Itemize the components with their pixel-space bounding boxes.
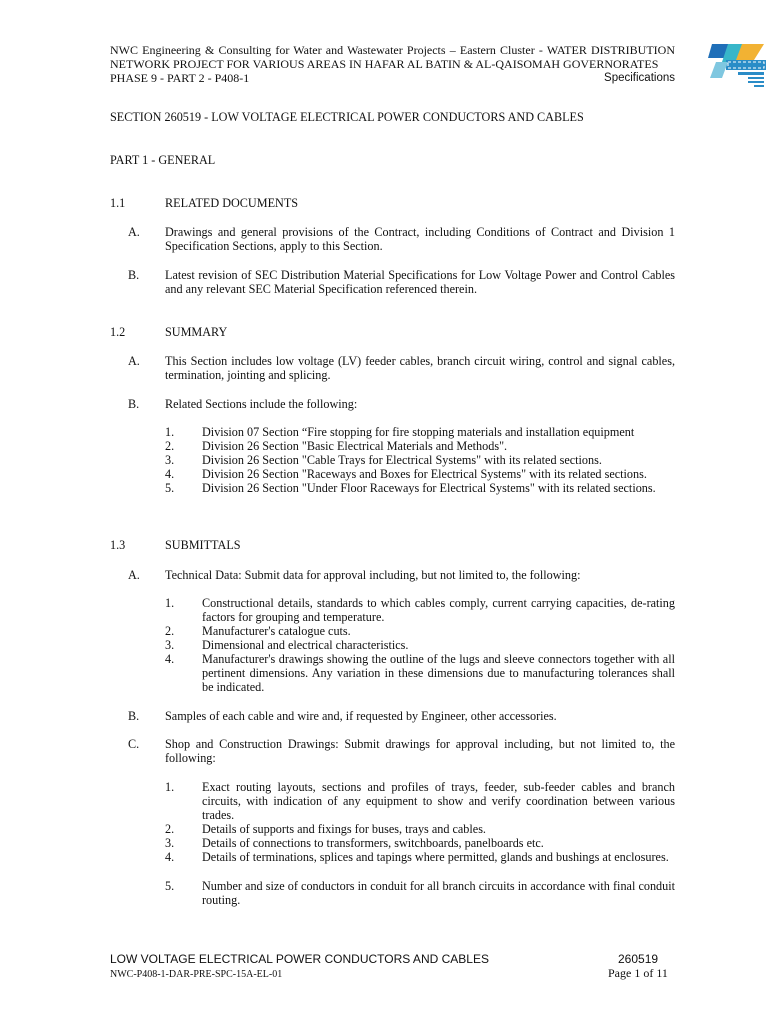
- paragraph-text: Related Sections include the following:: [165, 397, 358, 411]
- list-item-text: Number and size of conductors in conduit for all branch circuits in accordance with final conduit routing.: [202, 879, 675, 907]
- header-line-1: NWC Engineering & Consulting for Water and Wastewater Projects – Eastern Cluster - WATER DISTRIBUTION: [110, 43, 675, 57]
- list-item-text: Division 26 Section "Basic Electrical Materials and Methods".: [202, 439, 508, 453]
- footer-doc-code: NWC-P408-1-DAR-PRE-SPC-15A-EL-01: [110, 969, 283, 980]
- paragraph-label: C.: [128, 737, 140, 751]
- paragraph-text: Shop and Construction Drawings: Submit drawings for approval including, but not limited to, the following:: [165, 737, 675, 765]
- article-number: 1.3: [110, 538, 126, 552]
- list-item-text: Dimensional and electrical characteristics.: [202, 638, 409, 652]
- paragraph-text: Drawings and general provisions of the Contract, including Conditions of Contract and Division 1 Specification Sections, apply to this Section.: [165, 225, 675, 253]
- list-item-label: 1.: [165, 425, 175, 439]
- part-title: PART 1 - GENERAL: [110, 153, 216, 167]
- article-title: RELATED DOCUMENTS: [165, 196, 299, 210]
- list-item-label: 3.: [165, 638, 175, 652]
- list-item-label: 5.: [165, 481, 175, 495]
- list-item-text: Manufacturer's catalogue cuts.: [202, 624, 351, 638]
- list-item-label: 2.: [165, 439, 175, 453]
- list-item-text: Division 26 Section "Raceways and Boxes for Electrical Systems" with its related sections.: [202, 467, 647, 481]
- company-logo-icon: [708, 44, 766, 88]
- list-item-label: 5.: [165, 879, 175, 893]
- page-header: [110, 43, 675, 85]
- list-item-text: Constructional details, standards to which cables comply, current carrying capacities, de-rating factors for grouping and temperature.: [202, 596, 675, 624]
- header-phase: PHASE 9 - PART 2 - P408-1: [110, 71, 250, 85]
- list-item-label: 3.: [165, 453, 175, 467]
- header-line-2: NETWORK PROJECT FOR VARIOUS AREAS IN HAFAR AL BATIN & AL-QAISOMAH GOVERNORATES: [110, 57, 659, 71]
- footer-section-number: 260519: [618, 952, 659, 966]
- list-item-text: Division 07 Section “Fire stopping for fire stopping materials and installation equipment: [202, 425, 635, 439]
- paragraph-text: Latest revision of SEC Distribution Material Specifications for Low Voltage Power and Control Cables and any relevant SEC Material Specification referenced therein.: [165, 268, 675, 296]
- article-number: 1.1: [110, 196, 126, 210]
- paragraph-label: A.: [128, 225, 140, 239]
- paragraph-label: B.: [128, 709, 140, 723]
- list-item-text: Details of connections to transformers, switchboards, panelboards etc.: [202, 836, 544, 850]
- article-title: SUBMITTALS: [165, 538, 241, 552]
- paragraph-text: Samples of each cable and wire and, if requested by Engineer, other accessories.: [165, 709, 557, 723]
- list-item-label: 4.: [165, 652, 175, 666]
- list-item-text: Exact routing layouts, sections and profiles of trays, feeder, sub-feeder cables and branch circuits, with indication of any equipment to show and verify coordination between various trades.: [202, 780, 675, 822]
- article-title: SUMMARY: [165, 325, 228, 339]
- list-item-label: 2.: [165, 624, 175, 638]
- paragraph-text: This Section includes low voltage (LV) feeder cables, branch circuit wiring, control and signal cables, termination, jointing and splicing.: [165, 354, 675, 382]
- list-item-label: 3.: [165, 836, 175, 850]
- paragraph-label: A.: [128, 354, 140, 368]
- section-title: SECTION 260519 - LOW VOLTAGE ELECTRICAL POWER CONDUCTORS AND CABLES: [110, 110, 584, 124]
- list-item-label: 4.: [165, 467, 175, 481]
- header-line-3: [110, 71, 675, 85]
- list-item-label: 4.: [165, 850, 175, 864]
- list-item-text: Details of terminations, splices and tapings where permitted, glands and bushings at enclosures.: [202, 850, 669, 864]
- list-item-text: Manufacturer's drawings showing the outline of the lugs and sleeve connectors together with all pertinent dimensions. Any variation in these dimensions due to manufacturing tolerances shall be indicated.: [202, 652, 675, 694]
- list-item-label: 1.: [165, 780, 175, 794]
- list-item-text: Details of supports and fixings for buses, trays and cables.: [202, 822, 486, 836]
- footer-page-number: Page 1 of 11: [608, 966, 668, 980]
- paragraph-label: A.: [128, 568, 140, 582]
- list-item-text: Division 26 Section "Under Floor Raceways for Electrical Systems" with its related sections.: [202, 481, 656, 495]
- list-item-label: 1.: [165, 596, 175, 610]
- header-spec-label: Specifications: [604, 72, 675, 84]
- paragraph-label: B.: [128, 268, 140, 282]
- list-item-label: 2.: [165, 822, 175, 836]
- footer-title: LOW VOLTAGE ELECTRICAL POWER CONDUCTORS AND CABLES: [110, 952, 489, 966]
- list-item-text: Division 26 Section "Cable Trays for Electrical Systems" with its related sections.: [202, 453, 602, 467]
- paragraph-label: B.: [128, 397, 140, 411]
- paragraph-text: Technical Data: Submit data for approval including, but not limited to, the following:: [165, 568, 581, 582]
- article-number: 1.2: [110, 325, 126, 339]
